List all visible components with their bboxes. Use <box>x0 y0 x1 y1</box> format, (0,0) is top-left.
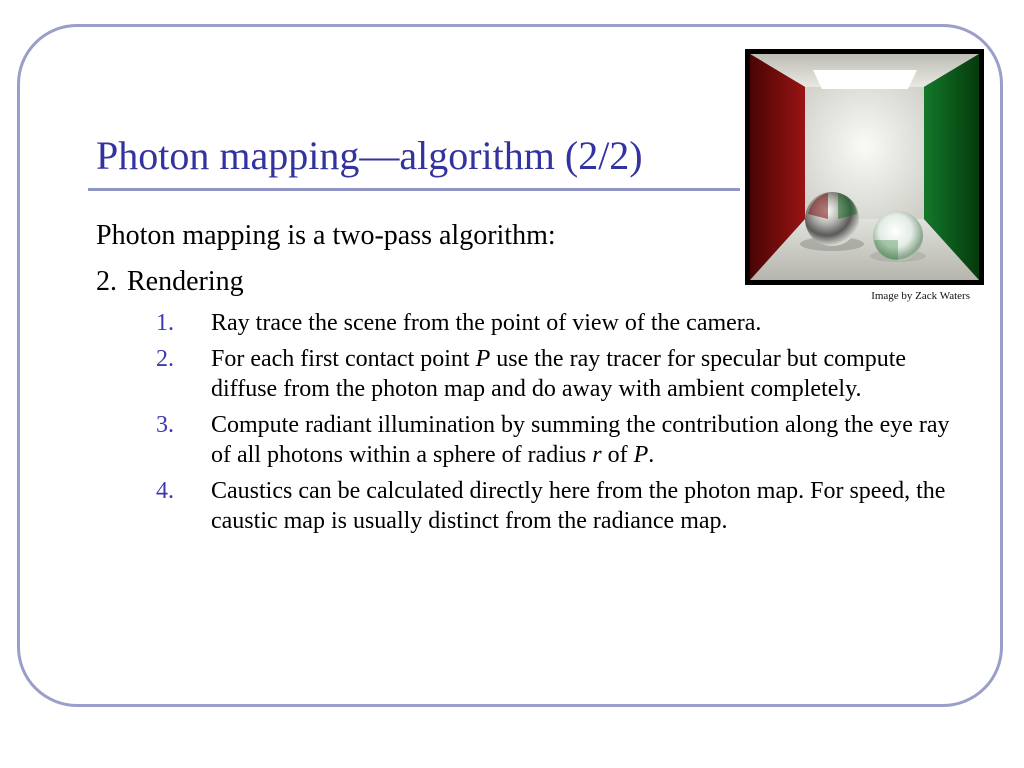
rendering-steps-list <box>156 308 956 542</box>
step-text: Compute radiant illumination by summing the contribution along the eye ray of all photons within a sphere of radius r of P. <box>211 412 950 468</box>
list-marker: 3. <box>156 412 174 438</box>
section-heading <box>96 264 244 300</box>
list-item <box>156 308 956 338</box>
section-number: 2. <box>96 266 117 297</box>
cornell-box-image <box>745 49 984 285</box>
intro-text: Photon mapping is a two-pass algorithm: <box>96 220 556 251</box>
list-item <box>156 344 956 404</box>
list-marker: 2. <box>156 346 174 372</box>
step-text: For each first contact point P use the ray tracer for specular but compute diffuse from the photon map and do away with ambient completely. <box>211 346 907 402</box>
title-underline <box>88 188 740 191</box>
step-text: Ray trace the scene from the point of view of the camera. <box>211 310 762 336</box>
step-text: Caustics can be calculated directly here from the photon map. For speed, the caustic map is usually distinct from the radiance map. <box>211 478 946 534</box>
variable-p: P <box>633 442 649 468</box>
variable-p: P <box>475 346 491 372</box>
list-item <box>156 410 956 470</box>
list-marker: 4. <box>156 478 174 504</box>
section-label: Rendering <box>127 266 244 297</box>
slide-title: Photon mapping—algorithm (2/2) <box>96 133 643 178</box>
list-marker: 1. <box>156 310 174 336</box>
list-item <box>156 476 956 536</box>
variable-r: r <box>592 442 602 468</box>
image-credit: Image by Zack Waters <box>871 290 970 302</box>
